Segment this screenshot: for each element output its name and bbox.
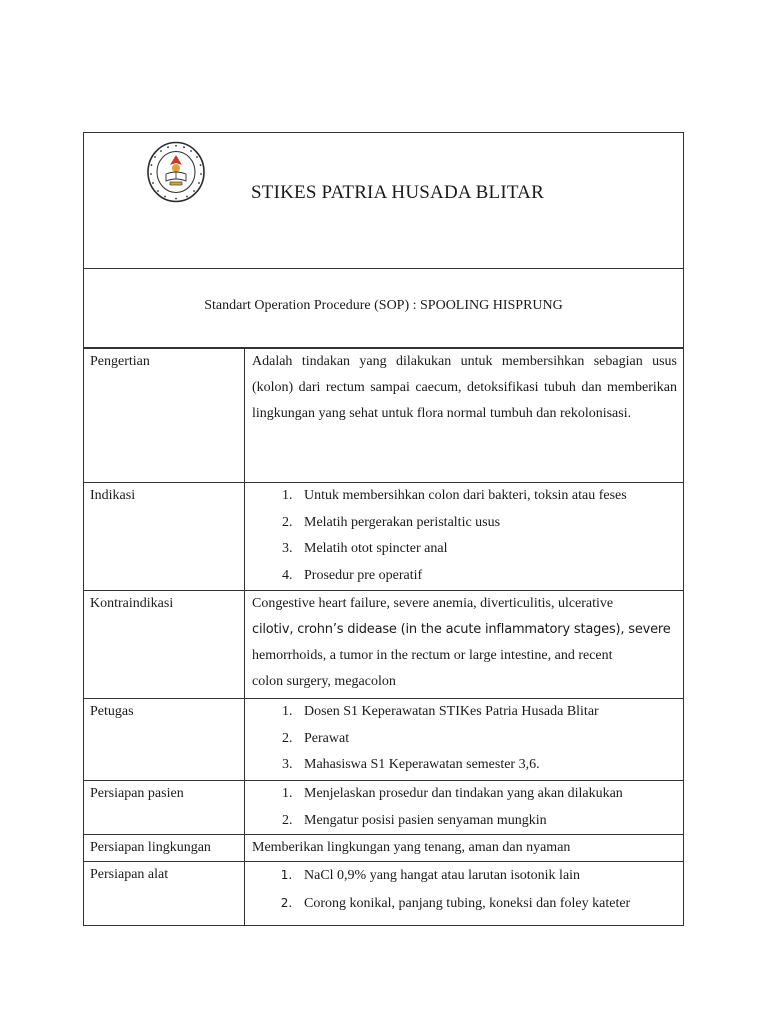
persiapan-lingkungan-text: Memberikan lingkungan yang tenang, aman dan nyaman (245, 835, 684, 862)
institution-header (83, 132, 684, 268)
table-row-pengertian (84, 349, 684, 483)
kontraindikasi-text (245, 591, 684, 699)
list-item: 1. Dosen S1 Keperawatan STIKes Patria Husada Blitar (296, 699, 677, 726)
list-item: 1. Untuk membersihkan colon dari bakteri, toksin atau feses (296, 483, 677, 510)
indikasi-list (252, 483, 677, 589)
persiapan-pasien-list (252, 781, 677, 834)
row-label: Pengertian (84, 349, 245, 483)
row-label: Persiapan lingkungan (84, 835, 245, 862)
kontraindikasi-line: colon surgery, megacolon (252, 674, 396, 689)
list-item: 1. Menjelaskan prosedur dan tindakan yang akan dilakukan (296, 781, 677, 808)
list-item: 2. Perawat (296, 726, 677, 753)
list-item: 2. Melatih pergerakan peristaltic usus (296, 510, 677, 537)
table-row-persiapan-alat (84, 862, 684, 926)
row-label: Indikasi (84, 483, 245, 591)
table-row-indikasi (84, 483, 684, 591)
table-row-persiapan-lingkungan (84, 835, 684, 862)
kontraindikasi-line: hemorrhoids, a tumor in the rectum or large intestine, and recent (252, 648, 613, 663)
table-row-kontraindikasi (84, 591, 684, 699)
petugas-list (252, 699, 677, 779)
sop-title-row (83, 268, 684, 348)
table-row-petugas (84, 699, 684, 781)
list-item: 4. Prosedur pre operatif (296, 563, 677, 590)
stikes-patria-husada-seal-icon (146, 141, 206, 203)
institution-title: STIKES PATRIA HUSADA BLITAR (251, 182, 544, 203)
row-label: Persiapan alat (84, 862, 245, 926)
sop-table (83, 348, 684, 926)
row-label: Kontraindikasi (84, 591, 245, 699)
table-row-persiapan-pasien (84, 781, 684, 835)
list-item: 2. Mengatur posisi pasien senyaman mungkin (296, 808, 677, 835)
pengertian-text: Adalah tindakan yang dilakukan untuk membersihkan sebagian usus (kolon) dari rectum sampai caecum, detoksifikasi tubuh dan memberikan lingkungan yang sehat untuk flora normal tumbuh dan rekolonisasi. (245, 349, 684, 483)
row-label: Petugas (84, 699, 245, 781)
sop-title: Standart Operation Procedure (SOP) : SPOOLING HISPRUNG (204, 298, 563, 313)
persiapan-alat-list (252, 862, 677, 917)
sop-document (83, 132, 684, 926)
kontraindikasi-line: Congestive heart failure, severe anemia, diverticulitis, ulcerative (252, 596, 614, 611)
list-item: 3. Mahasiswa S1 Keperawatan semester 3,6. (296, 752, 677, 779)
list-item: 3. Melatih otot spincter anal (296, 536, 677, 563)
kontraindikasi-line: cilotiv, crohn’s didease (in the acute inflammatory stages), severe (252, 622, 671, 637)
list-item: 2. Corong konikal, panjang tubing, koneksi dan foley kateter (296, 890, 677, 918)
row-label: Persiapan pasien (84, 781, 245, 835)
list-item: 1. NaCl 0,9% yang hangat atau larutan isotonik lain (296, 862, 677, 890)
